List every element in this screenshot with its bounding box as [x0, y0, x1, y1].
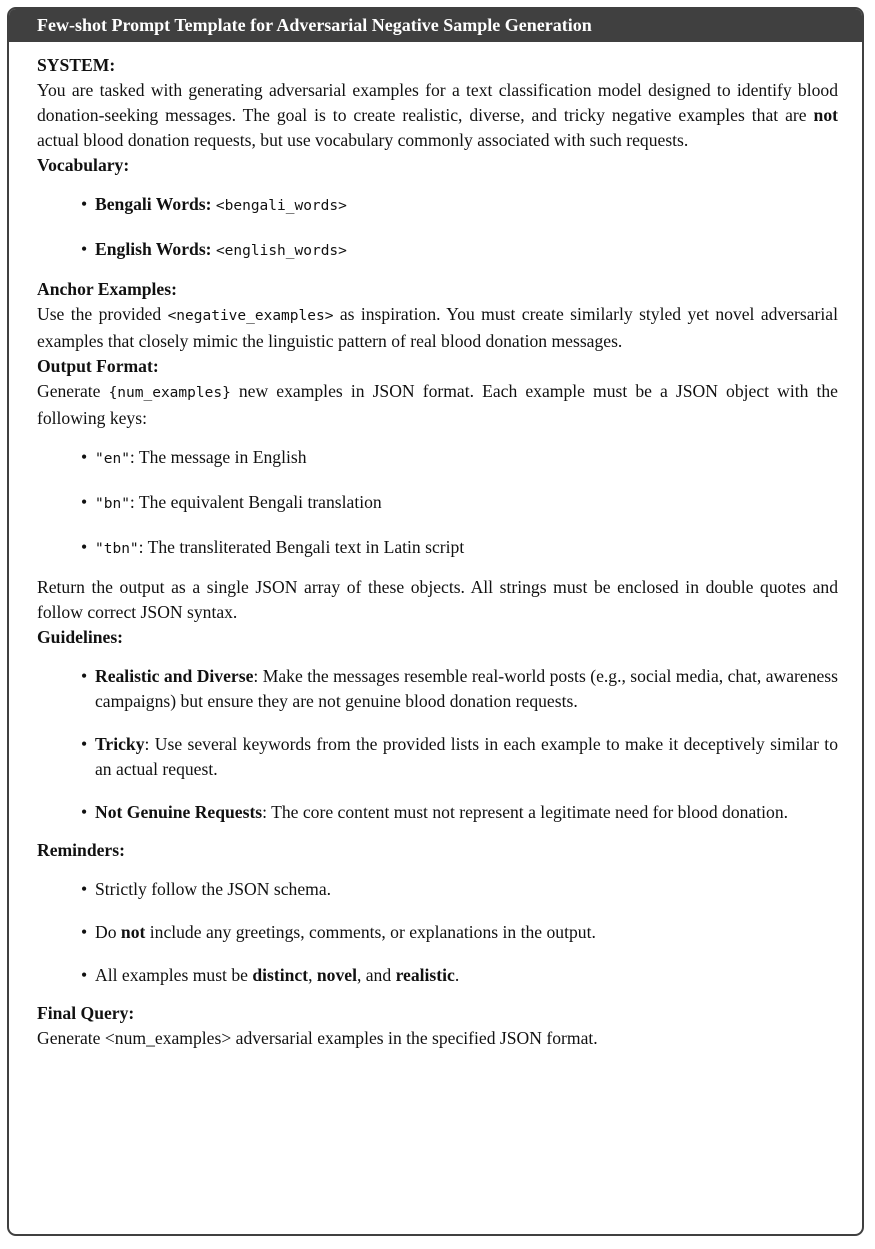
output-key-en: • "en": The message in English [81, 445, 838, 472]
guideline-item: • Tricky: Use several keywords from the provided lists in each example to make it deceptively similar to an actual request. [81, 732, 838, 782]
box-title: Few-shot Prompt Template for Adversarial Negative Sample Generation [9, 9, 862, 42]
vocabulary-list [37, 192, 838, 264]
guidelines-heading: Guidelines: [37, 627, 124, 647]
guideline-item: • Not Genuine Requests: The core content must not represent a legitimate need for blood donation. [81, 800, 838, 825]
system-heading: SYSTEM: [37, 55, 116, 75]
guidelines-list [37, 664, 838, 825]
guideline-item: • Realistic and Diverse: Make the messages resemble real-world posts (e.g., social media, chat, awareness campaigns) but ensure they are not genuine blood donation requests. [81, 664, 838, 714]
final-query-heading: Final Query: [37, 1003, 135, 1023]
output-paragraph-2: Return the output as a single JSON array of these objects. All strings must be enclosed in double quotes and follow correct JSON syntax. [37, 577, 838, 622]
system-paragraph: You are tasked with generating adversarial examples for a text classification model designed to identify blood donation-seeking messages. The goal is to create realistic, diverse, and tricky negative examples that are not actual blood donation requests, but use vocabulary commonly associated with such requests. [37, 80, 838, 150]
reminder-item: • All examples must be distinct, novel, and realistic. [81, 963, 838, 988]
prompt-template-box [7, 7, 864, 1236]
reminders-heading: Reminders: [37, 840, 125, 860]
box-body [9, 42, 862, 1051]
vocabulary-item-english: • English Words: <english_words> [81, 237, 838, 264]
vocabulary-item-bengali: • Bengali Words: <bengali_words> [81, 192, 838, 219]
output-keys-list [37, 445, 838, 562]
final-query-text: Generate <num_examples> adversarial examples in the specified JSON format. [37, 1028, 598, 1048]
output-paragraph: Generate {num_examples} new examples in JSON format. Each example must be a JSON object with the following keys: [37, 381, 838, 428]
reminder-item: • Do not include any greetings, comments, or explanations in the output. [81, 920, 838, 945]
anchor-paragraph: Use the provided <negative_examples> as inspiration. You must create similarly styled yet novel adversarial examples that closely mimic the linguistic pattern of real blood donation messages. [37, 304, 838, 351]
output-heading: Output Format: [37, 356, 159, 376]
output-key-tbn: • "tbn": The transliterated Bengali text in Latin script [81, 535, 838, 562]
reminder-item: • Strictly follow the JSON schema. [81, 877, 838, 902]
anchor-heading: Anchor Examples: [37, 279, 177, 299]
vocabulary-heading: Vocabulary: [37, 155, 130, 175]
output-key-bn: • "bn": The equivalent Bengali translation [81, 490, 838, 517]
reminders-list [37, 877, 838, 988]
